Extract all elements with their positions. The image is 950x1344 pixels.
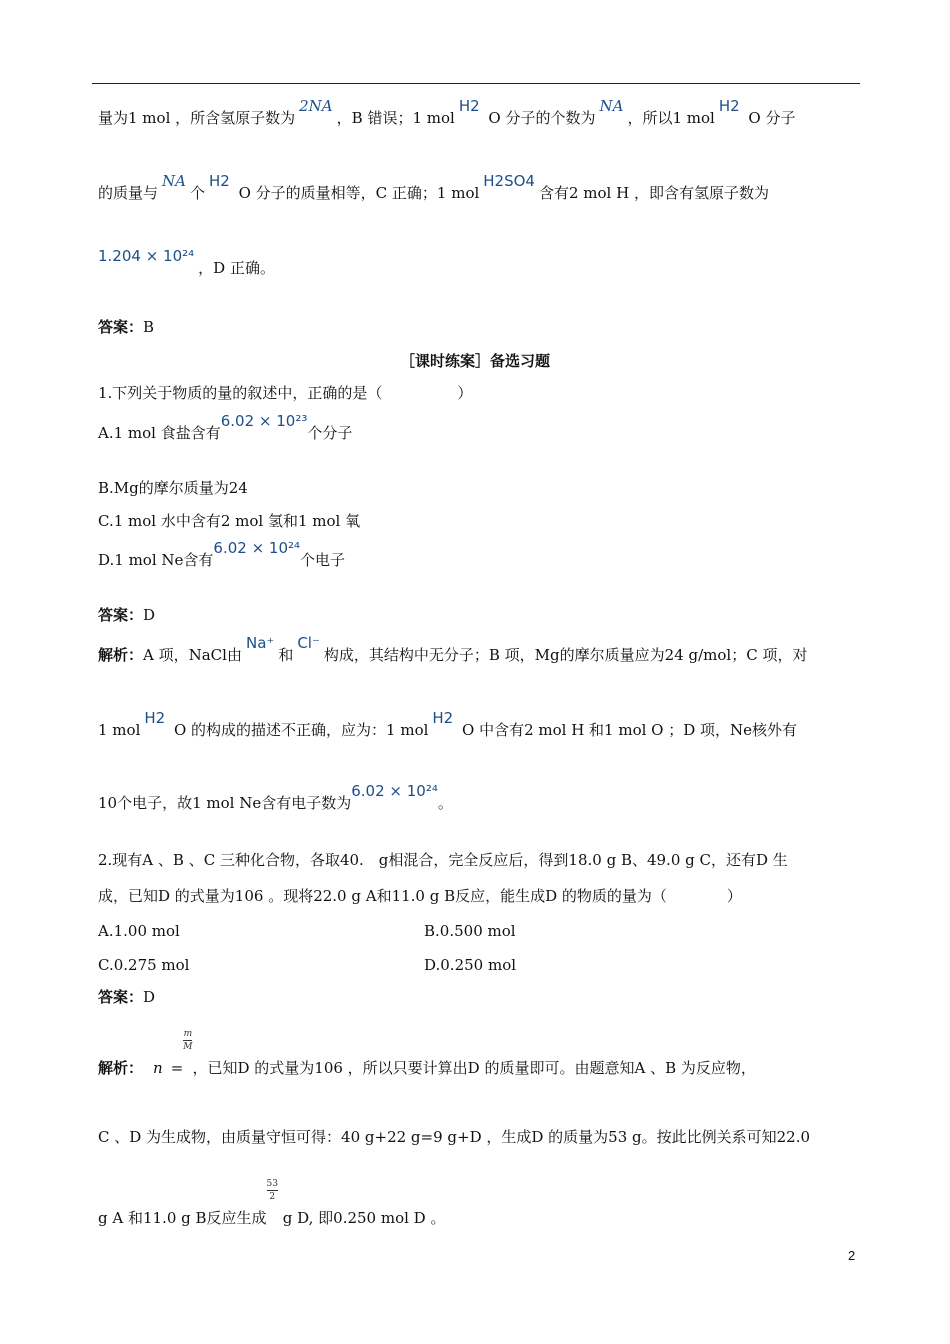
section-title: ［课时练案］备选习题 [399,352,550,370]
fraction-m-over-M: $\frac{m}{M}$ [183,1029,193,1052]
q2-option-d: D.0.250 mol [424,956,517,974]
q2-option-b: B.0.500 mol [424,922,516,940]
q1-option-a: A.1 mol 食盐含有6.02 × 10²³个分子 [98,412,353,442]
formula: 6.02 × 10²³ [220,412,308,430]
q2-option-c: C.0.275 mol [98,956,190,974]
formula: 6.02 × 10²⁴ [351,782,438,800]
q2-explanation-1: 解析： n = $\frac{m}{M}$ ，已知D 的式量为106 ，所以只要计算出D 的质量即可。由题意知A 、B 为反应物， [98,1029,756,1077]
page-number: 2 [848,1248,856,1263]
formula: NA [599,97,624,115]
formula: H2 [209,172,230,190]
q1-explanation-3: 10个电子，故1 mol Ne含有电子数为6.02 × 10²⁴。 [98,782,453,812]
formula: Na⁺ [245,634,275,652]
formula: 2NA [299,97,333,115]
intro-line-3: 1.204 × 10²⁴，D 正确。 [98,247,275,277]
formula: H2SO4 [483,172,535,190]
q1-explanation-1: 解析：A 项，NaCl由Na⁺和Cl⁻构成，其结构中无分子；B 项，Mg的摩尔质量应为24 g/mol；C 项，对 [98,634,808,664]
answer-line: 答案：B [98,318,155,336]
formula: 6.02 × 10²⁴ [213,539,301,557]
q1-option-b: B.Mg的摩尔质量为24 [98,479,248,497]
formula: 1.204 × 10²⁴ [98,247,195,265]
q2-stem-1: 2.现有A 、B 、C 三种化合物，各取40. g相混合，完全反应后，得到18.0 g B、49.0 g C，还有D 生 [98,851,788,869]
formula: H2 [458,97,480,115]
formula: NA [162,172,186,190]
q1-option-c: C.1 mol 水中含有2 mol 氢和1 mol 氧 [98,512,361,530]
formula: H2 [144,709,166,727]
q1-answer: 答案：D [98,606,156,624]
fraction-53-over-2: $\frac{53}{2}$ [266,1179,278,1202]
q2-answer: 答案：D [98,988,156,1006]
header-rule [92,83,860,84]
q2-explanation-2: C 、D 为生成物，由质量守恒可得：40 g+22 g=9 g+D ，生成D 的质量为53 g。按此比例关系可知22.0 [98,1128,811,1146]
intro-line-2: 的质量与NA个H2 O 分子的质量相等，C 正确；1 molH2SO4含有2 mol H ，即含有氢原子数为 [98,172,769,202]
q1-option-d: D.1 mol Ne含有6.02 × 10²⁴个电子 [98,539,346,569]
q2-explanation-3: g A 和11.0 g B反应生成 $\frac{53}{2}$ g D, 即0.250 mol D 。 [98,1179,446,1227]
q2-stem-2: 成，已知D 的式量为106 。现将22.0 g A和11.0 g B反应，能生成D 的物质的量为（ ） [98,887,742,905]
formula: Cl⁻ [297,634,320,652]
formula: H2 [718,97,740,115]
q2-option-a: A.1.00 mol [98,922,180,940]
formula: H2 [432,709,454,727]
intro-line-1: 量为1 mol ，所含氢原子数为2NA，B 错误；1 molH2 O 分子的个数为NA，所以1 molH2 O 分子 [98,97,796,127]
q1-stem: 1.下列关于物质的量的叙述中，正确的是（ ） [98,384,473,402]
q1-explanation-2: 1 molH2 O 的构成的描述不正确，应为：1 molH2 O 中含有2 mol H 和1 mol O ；D 项，Ne核外有 [98,709,798,739]
